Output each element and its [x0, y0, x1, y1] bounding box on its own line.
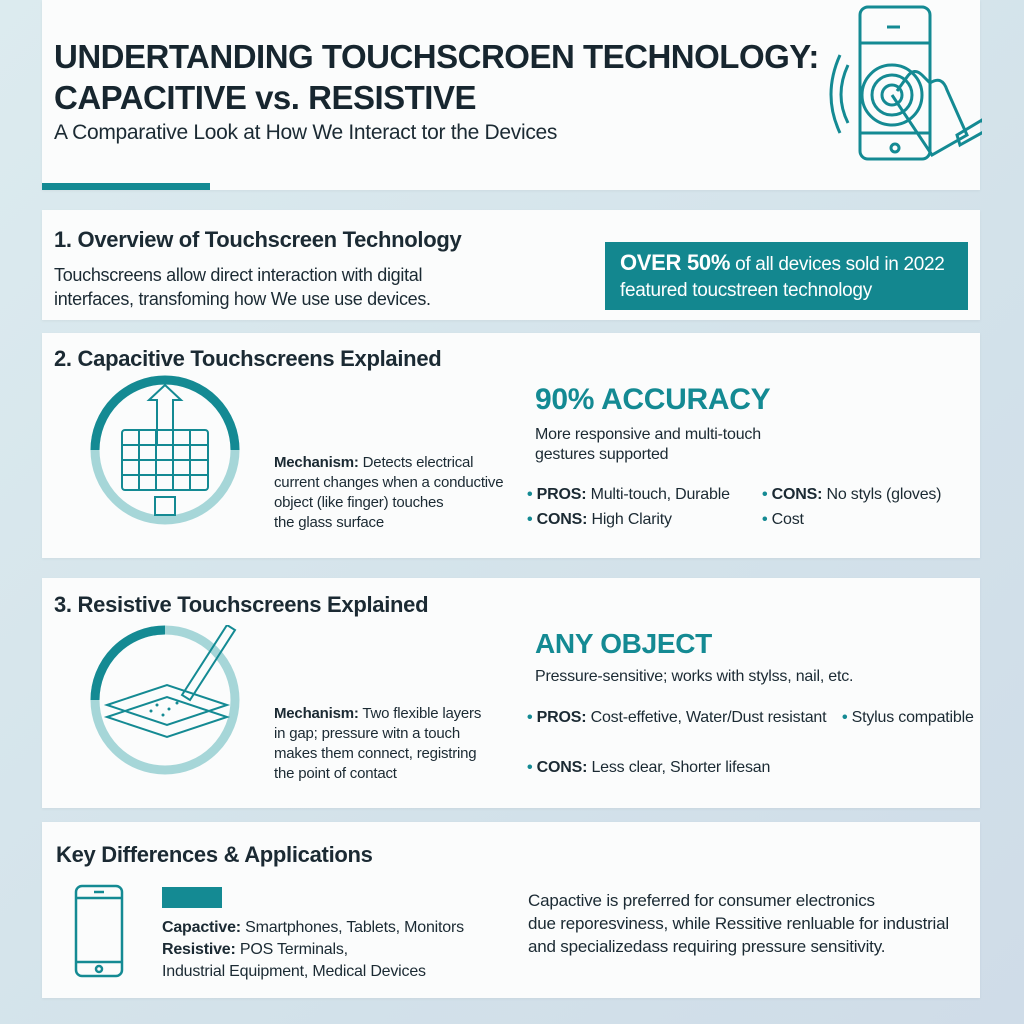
- cons-label: CONS:: [771, 486, 823, 503]
- resistive-pros: [527, 708, 826, 728]
- capacitive-heading: 2. Capacitive Touchscreens Explained: [54, 346, 442, 371]
- overview-body-line1: Touchscreens allow direct interaction with digital: [54, 265, 423, 285]
- pros-text: Cost-effetive, Water/Dust resistant: [586, 709, 827, 726]
- capacitive-stat: 90% ACCURACY: [535, 383, 771, 416]
- resistive-cons: [527, 758, 770, 778]
- capacitive-pros: [527, 485, 730, 505]
- cons-text: Cost: [771, 511, 804, 528]
- differences-heading: Key Differences & Applications: [56, 842, 373, 867]
- mechanism-text: the point of contact: [274, 765, 397, 782]
- overview-card: [42, 210, 980, 320]
- applications-list: [162, 917, 464, 983]
- overview-heading: 1. Overview of Touchscreen Technology: [54, 227, 462, 252]
- smartphone-icon: [74, 884, 124, 978]
- resistive-label: Resistive:: [162, 941, 236, 958]
- phone-touch-icon: [782, 5, 982, 185]
- resistive-heading: 3. Resistive Touchscreens Explained: [54, 592, 429, 617]
- capacitive-mechanism: [274, 453, 503, 533]
- page-subtitle: A Comparative Look at How We Interact tor the Devices: [54, 121, 558, 144]
- resistive-mechanism: [274, 704, 481, 784]
- capacitive-extra: [762, 510, 804, 530]
- cons-text: Less clear, Shorter lifesan: [587, 759, 771, 776]
- mechanism-text: in gap; pressure witn a touch: [274, 725, 460, 742]
- resistive-apps: POS Terminals,: [235, 941, 348, 958]
- resistive-apps-line2: Industrial Equipment, Medical Devices: [162, 963, 426, 980]
- cons-text: No styls (gloves): [822, 486, 942, 503]
- overview-body-line2: interfaces, transfoming how We use use devices.: [54, 289, 431, 309]
- summary-line: due reporesviness, while Ressitive renluable for industrial: [528, 914, 949, 933]
- mechanism-text: Detects electrical: [358, 454, 474, 471]
- differences-card: [42, 822, 980, 998]
- mechanism-text: makes them connect, registring: [274, 745, 477, 762]
- resistive-desc: Pressure-sensitive; works with stylss, nail, etc.: [535, 668, 854, 685]
- cons-label: CONS:: [536, 759, 588, 776]
- capacitive-cons: [527, 510, 672, 530]
- stat-highlight: OVER 50%: [620, 250, 731, 275]
- mechanism-text: object (like finger) touches: [274, 494, 444, 511]
- pros-text: Stylus compatible: [851, 709, 974, 726]
- mechanism-text: the glass surface: [274, 514, 384, 531]
- header-card: [42, 0, 980, 190]
- pros-label: PROS:: [536, 709, 587, 726]
- capacitive-label: Capactive:: [162, 919, 241, 936]
- resistive-layers-icon: [87, 625, 247, 785]
- stat-box: [605, 242, 968, 310]
- resistive-stat: ANY OBJECT: [535, 628, 712, 659]
- differences-summary: [528, 889, 949, 958]
- capacitive-grid-icon: [87, 375, 247, 535]
- stat-text-line2: featured toucstreen technology: [620, 280, 872, 301]
- capacitive-desc-line2: gestures supported: [535, 446, 669, 463]
- resistive-card: [42, 578, 980, 808]
- mechanism-label: Mechanism:: [274, 454, 359, 471]
- mechanism-text: current changes when a conductive: [274, 474, 504, 491]
- pros-label: PROS:: [536, 486, 587, 503]
- summary-line: and specializedass requiring pressure sensitivity.: [528, 937, 886, 956]
- page-title-line1: UNDERTANDING TOUCHSCROEN TECHNOLOGY:: [54, 38, 819, 75]
- cons-text: High Clarity: [587, 511, 672, 528]
- summary-line: Capactive is preferred for consumer electronics: [528, 891, 875, 910]
- mechanism-label: Mechanism:: [274, 705, 359, 722]
- stat-text: of all devices sold in 2022: [730, 254, 945, 275]
- capacitive-cons-2: [762, 485, 941, 505]
- capacitive-card: [42, 333, 980, 558]
- capacitive-apps: Smartphones, Tablets, Monitors: [240, 919, 464, 936]
- resistive-pros-2: [842, 708, 974, 728]
- teal-swatch: [162, 887, 222, 908]
- pros-text: Multi-touch, Durable: [586, 486, 730, 503]
- mechanism-text: Two flexible layers: [358, 705, 482, 722]
- accent-bar: [42, 183, 210, 190]
- page-title-line2: CAPACITIVE vs. RESISTIVE: [54, 79, 476, 116]
- cons-label: CONS:: [536, 511, 588, 528]
- capacitive-desc-line1: More responsive and multi-touch: [535, 426, 761, 443]
